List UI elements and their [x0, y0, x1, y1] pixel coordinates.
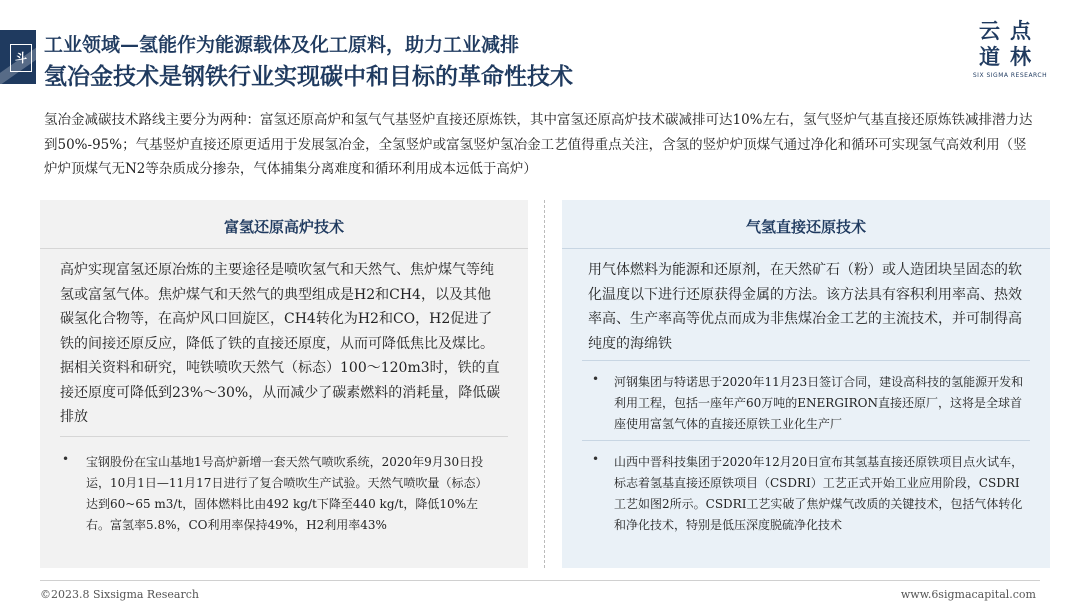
left-panel-body: 高炉实现富氢还原冶炼的主要途径是喷吹氢气和天然气、焦炉煤气等纯氢或富氢气体。焦炉煤气和天然气的典型组成是H2和CH4，以及其他碳氢化合物等，在高炉风口回旋区，CH4转化为H2和CO，H2促进了铁的间接还原反应，降低了铁的直接还原度，从而可降低焦比及煤比。据相关资料和研究，吨铁喷吹天然气（标态）100～120m3时，铁的直接还原度可降低到23%～30%，从而减少了碳素燃料的消耗量，降低碳排放 [60, 262, 501, 425]
right-panel [562, 200, 1050, 568]
brand-subtitle: SIX SIGMA RESEARCH [972, 72, 1048, 79]
right-bullet-item-1: 河钢集团与特诺思于2020年11月23日签订合同，建设高科技的氢能源开发和利用工程，包括一座年产60万吨的ENERGIRON直接还原厂，这将是全球首座使用富氢气体的直接还原铁工业化生产厂 [614, 375, 1024, 431]
left-panel-title: 富氢还原高炉技术 [223, 218, 344, 236]
right-bullet-item-2: 山西中晋科技集团于2020年12月20日宣布其氢基直接还原铁项目点火试车，标志着氢基直接还原铁项目（CSDRI）工艺正式开始工业应用阶段，CSDRI工艺如图2所示。CSDRI工艺实破了焦炉煤气改质的关键技术，包括气体转化和净化技术，特别是低压深度脱硫净化技术 [614, 455, 1024, 532]
footer-website: www.6sigmacapital.com [900, 588, 1036, 601]
logo-badge [0, 30, 36, 84]
left-panel-divider [60, 436, 508, 437]
bullet-dot: • [592, 372, 600, 386]
center-divider [544, 200, 545, 568]
brand-line-2: 道林 [979, 44, 1041, 69]
left-bullet-item: 宝钢股份在宝山基地1号高炉新增一套天然气喷吹系统，2020年9月30日投运，10月1日—11月17日进行了复合喷吹生产试验。天然气喷吹量（标态）达到60~65 m3/t，固体燃料比由492 kg/t下降至440 kg/t，降低10%左右。富氢率5.8%，CO利用率保持49%，H2利用率43% [86, 455, 488, 532]
bullet-dot: • [592, 452, 600, 466]
bullet-dot: • [62, 452, 70, 466]
logo-mark: 斗 [10, 44, 32, 72]
page-title: 氢冶金技术是钢铁行业实现碳中和目标的革命性技术 [44, 63, 573, 90]
left-panel [40, 200, 528, 568]
footer-copyright: ©2023.8 Sixsigma Research [40, 588, 199, 601]
right-panel-title-rule [562, 248, 1050, 249]
brand-line-1: 云点 [979, 18, 1041, 43]
intro-paragraph: 氢冶金减碳技术路线主要分为两种：富氢还原高炉和氢气气基竖炉直接还原炼铁，其中富氢还原高炉技术碳减排可达10%左右，氢气竖炉气基直接还原炼铁减排潜力达到50%-95%；气基竖炉直接还原更适用于发展氢冶金，全氢竖炉或富氢竖炉氢冶金工艺值得重点关注，含氢的竖炉炉顶煤气通过净化和循环可实现氢气高效利用（竖炉炉顶煤气无N2等杂质成分掺杂，气体捕集分离难度和循环利用成本远低于高炉） [44, 112, 1033, 177]
right-panel-divider-2 [582, 440, 1030, 441]
page-subtitle: 工业领域—氢能作为能源载体及化工原料，助力工业减排 [44, 34, 520, 56]
footer-rule [40, 580, 1040, 581]
brand-logo [960, 18, 1060, 79]
right-panel-title: 气氢直接还原技术 [745, 218, 866, 236]
right-panel-body: 用气体燃料为能源和还原剂，在天然矿石（粉）或人造团块呈固态的软化温度以下进行还原获得金属的方法。该方法具有容积利用率高、热效率高、生产率高等优点而成为非焦煤冶金工艺的主流技术，并可制得高纯度的海绵铁 [588, 262, 1022, 352]
left-panel-title-rule [40, 248, 528, 249]
right-panel-divider [582, 360, 1030, 361]
